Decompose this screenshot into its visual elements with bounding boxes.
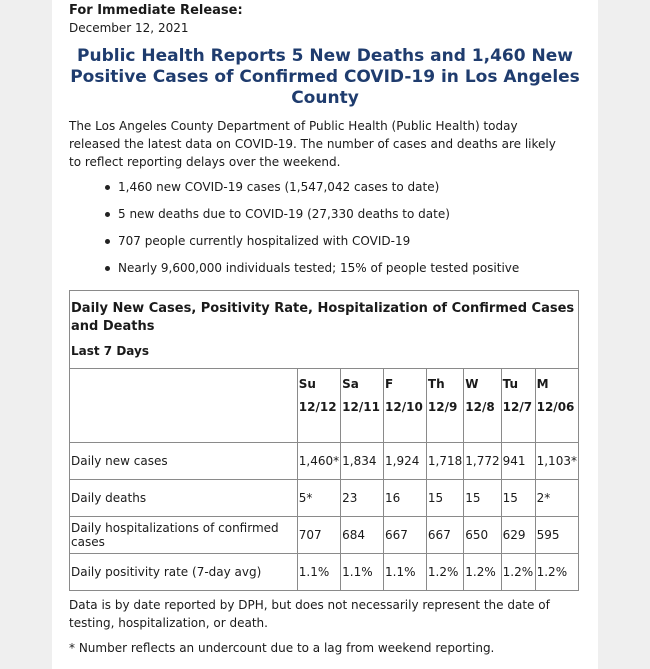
table-header-cell [501, 369, 535, 443]
table-cell: 2* [535, 480, 578, 517]
table-header-cell [297, 369, 340, 443]
table-header-cell [384, 369, 427, 443]
table-cell: 629 [501, 517, 535, 554]
date-label: 12/06 [536, 400, 575, 414]
date-label: 12/11 [342, 400, 380, 414]
row-label: Daily positivity rate (7-day avg) [70, 554, 298, 591]
table-cell: 707 [297, 517, 340, 554]
table-cell: 23 [341, 480, 384, 517]
day-label: Su [298, 377, 316, 391]
table-cell: 15 [501, 480, 535, 517]
table-cell: 1.2% [535, 554, 578, 591]
stats-table [69, 290, 579, 591]
table-header-cell [426, 369, 463, 443]
table-cell: 1,460* [297, 443, 340, 480]
day-label: Th [427, 377, 445, 391]
press-release-page [52, 0, 598, 669]
date-label: 12/9 [427, 400, 458, 414]
table-cell: 650 [464, 517, 501, 554]
table-header-cell [341, 369, 384, 443]
table-header-cell [535, 369, 578, 443]
date-label: 12/8 [465, 400, 495, 414]
table-cell: 1.2% [426, 554, 463, 591]
list-item: 707 people currently hospitalized with COVID-19 [118, 232, 519, 259]
table-header-row [70, 369, 579, 443]
table-cell: 1,718 [426, 443, 463, 480]
table-cell: 1,103* [535, 443, 578, 480]
table-caption [70, 291, 579, 369]
table-cell: 1.2% [501, 554, 535, 591]
table-header-empty [70, 369, 298, 443]
list-item: 5 new deaths due to COVID-19 (27,330 deaths to date) [118, 205, 519, 232]
table-cell: 5* [297, 480, 340, 517]
release-label: For Immediate Release: [69, 3, 243, 18]
date-label: 12/10 [385, 400, 423, 414]
table-cell: 1.1% [341, 554, 384, 591]
table-title: Daily New Cases, Positivity Rate, Hospitalization of Confirmed Cases and Deaths [71, 301, 575, 334]
table-cell: 15 [426, 480, 463, 517]
key-stats-list [69, 178, 519, 286]
list-item: Nearly 9,600,000 individuals tested; 15% of people tested positive [118, 259, 519, 286]
day-label: Sa [342, 377, 359, 391]
row-label: Daily deaths [70, 480, 298, 517]
data-note: Data is by date reported by DPH, but does not necessarily represent the date of testing, hospitalization, or death. [69, 598, 550, 630]
table-cell: 1,772 [464, 443, 501, 480]
row-label: Daily hospitalizations of confirmed cases [70, 517, 298, 554]
list-item: 1,460 new COVID-19 cases (1,547,042 cases to date) [118, 178, 519, 205]
table-row [70, 517, 579, 554]
table-header-cell [464, 369, 501, 443]
day-label: Tu [502, 377, 519, 391]
table-cell: 15 [464, 480, 501, 517]
table-row [70, 480, 579, 517]
intro-paragraph: The Los Angeles County Department of Public Health (Public Health) today released the latest data on COVID-19. The number of cases and deaths are likely to reflect reporting delays over the weekend. [69, 119, 556, 169]
table-cell: 1,924 [384, 443, 427, 480]
table-cell: 1,834 [341, 443, 384, 480]
day-label: W [465, 377, 479, 391]
table-row [70, 443, 579, 480]
table-cell: 1.1% [384, 554, 427, 591]
table-cell: 16 [384, 480, 427, 517]
headline: Public Health Reports 5 New Deaths and 1,460 New Positive Cases of Confirmed COVID-19 in Los Angeles County [70, 46, 580, 108]
table-cell: 667 [426, 517, 463, 554]
day-label: M [536, 377, 549, 391]
table-cell: 667 [384, 517, 427, 554]
table-cell: 1.2% [464, 554, 501, 591]
table-row [70, 554, 579, 591]
table-cell: 941 [501, 443, 535, 480]
date-label: 12/7 [502, 400, 533, 414]
table-subtitle: Last 7 Days [71, 344, 149, 358]
undercount-note: * Number reflects an undercount due to a lag from weekend reporting. [69, 641, 495, 655]
row-label: Daily new cases [70, 443, 298, 480]
table-cell: 684 [341, 517, 384, 554]
day-label: F [385, 377, 394, 391]
table-cell: 1.1% [297, 554, 340, 591]
date-label: 12/12 [298, 400, 337, 414]
release-date: December 12, 2021 [69, 21, 189, 35]
table-cell: 595 [535, 517, 578, 554]
